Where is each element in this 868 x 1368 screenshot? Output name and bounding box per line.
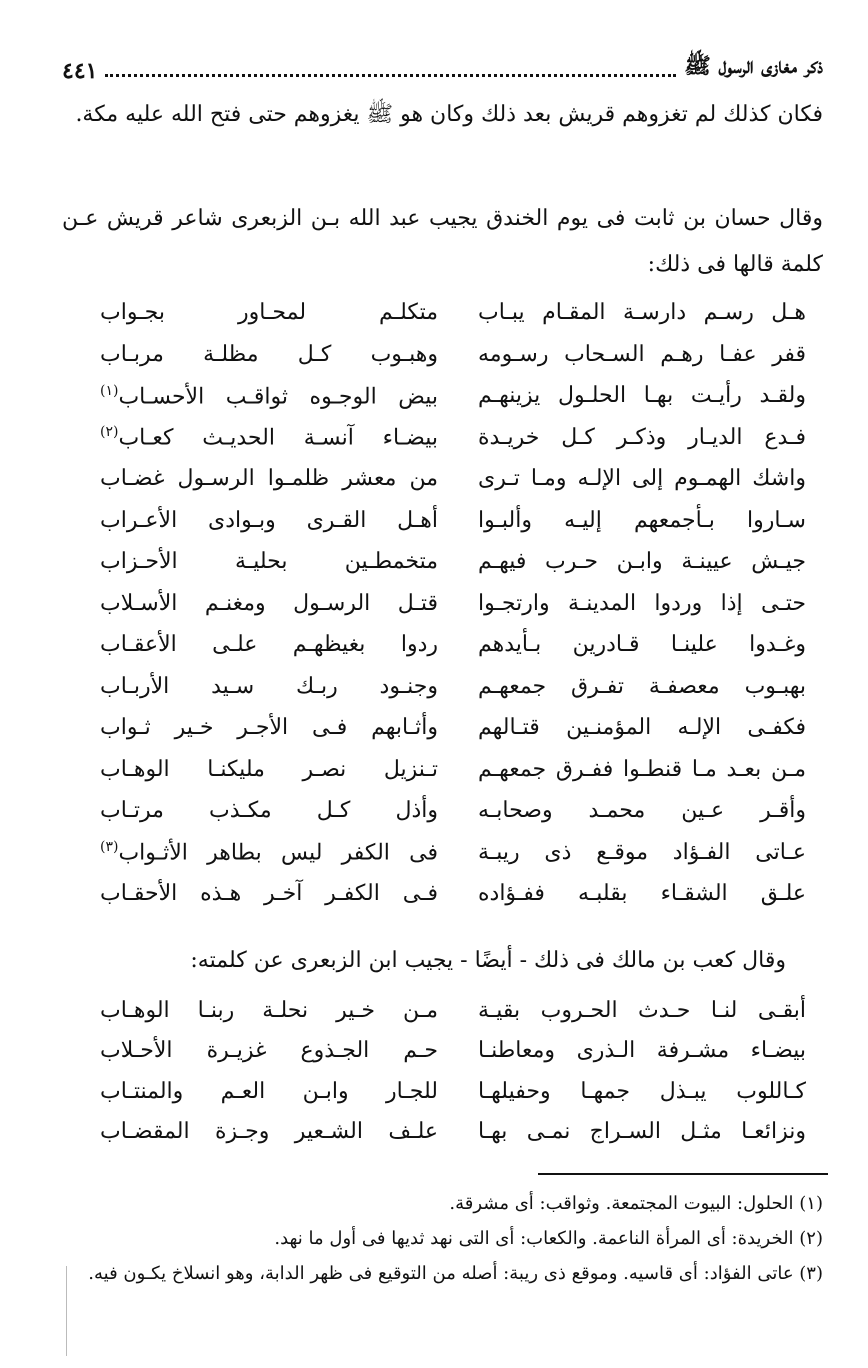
verse-first-hemistich: وغـدوا علينـا قـادرين بـأيدهم: [478, 632, 806, 658]
verse-second-hemistich: فـى الكفـر آخـر هـذه الأحقـاب: [100, 881, 438, 907]
footnote: (٣) عاتى الفؤاد: أى قاسيه. وموقع ذى ريبة: أصله من التوقيع فى ظهر الدابة، وهو انسلاخ يكـون فيه.: [88, 1263, 823, 1284]
verse-line: [100, 666, 806, 708]
verse-second-hemistich: للجـار وابـن العـم والمنتـاب: [100, 1078, 438, 1104]
verse-line: [100, 707, 806, 749]
verse-second-hemistich: من معشر ظلمـوا الرسـول غضـاب: [100, 466, 438, 492]
verse-second-hemistich: وأثـابهم فـى الأجـر خـير ثـواب: [100, 715, 438, 741]
poem-hassan: [100, 292, 806, 915]
verse-first-hemistich: قفر عفـا رهـم السـحاب رسـومه: [478, 341, 806, 367]
header-leader-dots: [105, 74, 676, 77]
verse-line: [100, 292, 806, 334]
footnote-marker: (٣): [100, 839, 119, 856]
verse-second-hemistich: [100, 839, 438, 865]
verse-line: [100, 1112, 806, 1153]
footnote: (١) الحلول: البيوت المجتمعة. وثواقب: أى مشرقة.: [449, 1193, 823, 1214]
verse-first-hemistich: وأقـر عـين محمـد وصحابـه: [478, 798, 806, 824]
verse-line: [100, 873, 806, 915]
verse-first-hemistich: هـل رسـم دارسـة المقـام يبـاب: [478, 300, 806, 326]
verse-second-hemistich: تـنزيل نصـر مليكنـا الوهـاب: [100, 756, 438, 782]
verse-first-hemistich: واشك الهمـوم إلى الإلـه ومـا تـرى: [478, 466, 806, 492]
footnotes: [62, 1186, 823, 1291]
verse-first-hemistich: أبقـى لنـا حـدث الحـروب بقيـة: [478, 997, 806, 1023]
verse-second-hemistich: أهـل القـرى وبـوادى الأعـراب: [100, 507, 438, 533]
verse-line: [100, 541, 806, 583]
verse-first-hemistich: حتـى إذا وردوا المدينـة وارتجـوا: [478, 590, 806, 616]
verse-first-hemistich: ولقـد رأيـت بهـا الحلـول يزينهـم: [478, 383, 806, 409]
verse-first-hemistich: فـدع الديـار وذكـر كـل خريـدة: [478, 424, 806, 450]
verse-first-hemistich: علـق الشقـاء بقلبـه ففـؤاده: [478, 881, 806, 907]
paragraph-1: فكان كذلك لم تغزوهم قريش بعد ذلك وكان هو ﷺ يغزوهم حتى فتح الله عليه مكة.: [75, 102, 823, 127]
header-title: ذكر مغازى الرسول ﷺ: [684, 53, 823, 79]
verse-first-hemistich: جيـش عيينـة وابـن حـرب فيهـم: [478, 549, 806, 575]
footnote-separator: [538, 1173, 828, 1175]
verse-line: [100, 1071, 806, 1112]
verse-second-hemistich: مـن خـير نحلـة ربنـا الوهـاب: [100, 997, 438, 1023]
paragraph-2: وقال حسان بن ثابت فى يوم الخندق يجيب عبد الله بـن الزبعرى شاعر قريش عـن كلمة قالها فى ذلك:: [62, 206, 823, 277]
poem-kaab: [100, 990, 806, 1152]
verse-second-hemistich: علـف الشـعير وجـزة المقضـاب: [100, 1119, 438, 1145]
verse-second-hemistich: متخمطـين بحليـة الأحـزاب: [100, 549, 438, 575]
verse-line: [100, 749, 806, 791]
verse-second-hemistich: وأذل كـل مكـذب مرتـاب: [100, 798, 438, 824]
verse-line: [100, 334, 806, 376]
verse-first-hemistich: سـاروا بـأجمعهم إليـه وألبـوا: [478, 507, 806, 533]
footnote: (٢) الخريدة: أى المرأة الناعمة. والكعاب: أى التى نهد ثديها فى أول ما نهد.: [274, 1228, 823, 1249]
verse-second-hemistich: وجنـود ربـك سـيد الأربـاب: [100, 673, 438, 699]
verse-first-hemistich: مـن بعـد مـا قنطـوا ففـرق جمعهـم: [478, 756, 806, 782]
verse-first-hemistich: فكفـى الإلـه المؤمنـين قتـالهم: [478, 715, 806, 741]
page-number: ٤٤١: [62, 58, 98, 84]
verse-line: [100, 417, 806, 459]
verse-first-hemistich: بيضـاء مشـرفة الـذرى ومعاطنـا: [478, 1038, 806, 1064]
hemistich-text: بيض الوجـوه ثواقـب الأحسـاب: [118, 383, 438, 409]
verse-second-hemistich: متكلـم لمحـاور بجـواب: [100, 300, 438, 326]
verse-second-hemistich: [100, 424, 438, 450]
verse-line: [100, 458, 806, 500]
verse-line: [100, 1031, 806, 1072]
running-header: [62, 50, 823, 84]
verse-first-hemistich: كـاللوب يبـذل جمهـا وحفيلهـا: [478, 1078, 806, 1104]
verse-first-hemistich: بهبـوب معصفـة تفـرق جمعهـم: [478, 673, 806, 699]
verse-second-hemistich: قتـل الرسـول ومغنـم الأسـلاب: [100, 590, 438, 616]
verse-line: [100, 790, 806, 832]
verse-second-hemistich: حـم الجـذوع غزيـرة الأحـلاب: [100, 1038, 438, 1064]
verse-line: [100, 832, 806, 874]
verse-second-hemistich: [100, 383, 438, 409]
verse-second-hemistich: ردوا بغيظهـم علـى الأعقـاب: [100, 632, 438, 658]
verse-line: [100, 624, 806, 666]
paragraph-3: وقال كعب بن مالك فى ذلك - أيضًا - يجيب ابن الزبعرى عن كلمته:: [190, 948, 786, 973]
verse-line: [100, 375, 806, 417]
footnote-marker: (٢): [100, 424, 119, 441]
verse-line: [100, 500, 806, 542]
scan-margin-mark: [66, 1266, 67, 1356]
verse-second-hemistich: وهبـوب كـل مظلـة مربـاب: [100, 341, 438, 367]
verse-first-hemistich: عـاتى الفـؤاد موقـع ذى ريبـة: [478, 839, 806, 865]
verse-line: [100, 583, 806, 625]
hemistich-text: بيضـاء آنسـة الحديـث كعـاب: [118, 425, 438, 451]
verse-line: [100, 990, 806, 1031]
hemistich-text: فى الكفر ليس بطاهر الأثـواب: [118, 840, 438, 866]
verse-first-hemistich: ونزائعـا مثـل السـراج نمـى بهـا: [478, 1119, 806, 1145]
footnote-marker: (١): [100, 382, 119, 399]
